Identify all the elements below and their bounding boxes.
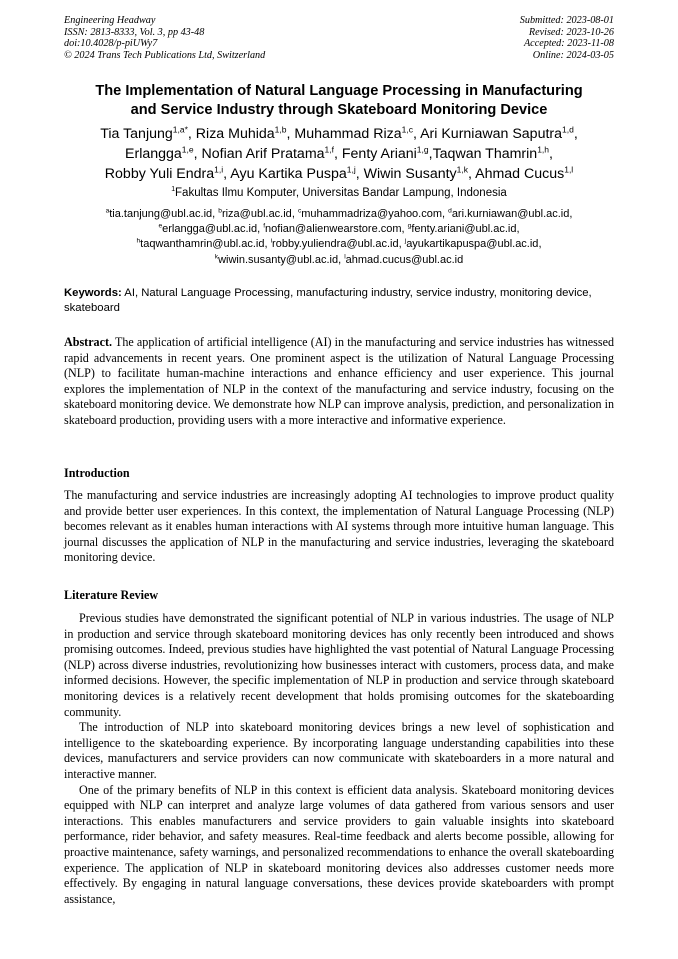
author-name: Ayu Kartika Puspa [230, 166, 347, 182]
author-affiliation-marker: 1,e [181, 144, 194, 155]
introduction-text: The manufacturing and service industries are increasingly adopting AI technologies to improve product quality and provide better user experiences. In this context, the implementation of Natural Language Processing (NLP) becomes relevant as it enables human interactions with AI systems through more intuitive human language. This journal discusses the application of NLP in the manufacturing and service industries, leveraging the skateboard monitoring device. [64, 488, 614, 565]
revised-date: Revised: 2023-10-26 [528, 26, 614, 38]
email-marker: c [297, 207, 302, 215]
submitted-date: Submitted: 2023-08-01 [519, 15, 614, 26]
author-separator: , [193, 146, 202, 162]
email-address: fenty.ariani@ubl.ac.id [411, 223, 517, 236]
keywords-text: AI, Natural Language Processing, manufacturing industry, service industry, monitoring device, skateboard [64, 287, 592, 314]
title-line-1: The Implementation of Natural Language Processing in Manufacturing [95, 83, 583, 99]
email-address: ari.kurniawan@ubl.ac.id [451, 208, 570, 220]
author-separator: , [355, 166, 364, 182]
email-line [30, 222, 648, 237]
email-marker: g [407, 222, 412, 230]
email-address: tia.tanjung@ubl.ac.id [109, 208, 213, 220]
author-affiliation-marker: 1,l [564, 164, 574, 175]
keywords [64, 286, 614, 316]
affiliation [30, 186, 648, 200]
email-separator: , [569, 208, 573, 220]
author-name: Taqwan Thamrin [432, 146, 538, 162]
author-separator: , [286, 126, 295, 142]
abstract-text: The application of artificial intelligence (AI) in the manufacturing and service industries has witnessed rapid advancements in recent years. One prominent aspect is the utilization of Natural Language Processing (NLP) to facilitate human-machine interactions and enhance efficiency and user experience. This journal explores the implementation of NLP in the context of the manufacturing and service industry, focusing on the skateboard monitoring device. We demonstrate how NLP can improve analysis, prediction, and personalization in skateboard production, providing users with a more interactive and informative experience. [64, 335, 614, 427]
doi-line: doi:10.4028/p-piUWy7 [64, 38, 158, 50]
author-affiliation-marker: 1,i [214, 164, 224, 175]
email-line [30, 253, 648, 268]
author-separator: , [333, 146, 342, 162]
email-marker: b [218, 207, 222, 215]
author-separator: , [428, 146, 433, 162]
author-affiliation-marker: 1,c [401, 124, 413, 135]
email-address: wiwin.susanty@ubl.ac.id [218, 253, 339, 266]
email-marker: d [448, 207, 452, 215]
abstract [64, 335, 614, 429]
literature-paragraph: Previous studies have demonstrated the significant potential of NLP in various industries. The usage of NLP in production and service through skateboard monitoring devices has only recently been introduced and shows promising outcomes. Indeed, previous studies have highlighted the vast potential of Natural Language Processing (NLP) across diverse industries, revolutionizing how businesses interact with customers, process data, and make informed decisions. However, the specific implementation of NLP in production and service through skateboard monitoring devices is a relatively recent development that holds promising outcomes for the skateboarding community. [64, 611, 614, 719]
email-address: nofian@alienwearstore.com [265, 223, 402, 236]
email-address: ahmad.cucus@ubl.ac.id [345, 253, 464, 266]
email-marker: a [105, 207, 110, 215]
literature-paragraph: The introduction of NLP into skateboard monitoring devices brings a new level of sophistication and intelligence to the skateboarding experience. By incorporating language understanding capabilities into these devices, manufacturers and service providers can now communicate with skateboarders in a more natural and interactive manner. [64, 720, 614, 781]
email-separator: , [398, 238, 405, 251]
author-name: Robby Yuli Endra [104, 166, 215, 182]
email-marker: h [136, 237, 141, 245]
author-separator: , [412, 126, 421, 142]
author-name: Nofian Arif Pratama [201, 146, 325, 162]
abstract-label: Abstract. [64, 335, 113, 349]
author-separator: , [223, 166, 231, 182]
email-separator: , [291, 208, 298, 220]
issn-line: ISSN: 2813-8333, Vol. 3, pp 43-48 [64, 26, 205, 38]
author-name: Ahmad Cucus [475, 166, 565, 182]
author-affiliation-marker: 1,d [562, 124, 574, 135]
email-list [30, 207, 648, 268]
author-affiliation-marker: 1,g [416, 144, 429, 155]
email-marker: i [270, 237, 273, 245]
author-separator: , [573, 126, 578, 142]
email-address: erlangga@ubl.ac.id [162, 223, 258, 236]
submission-dates [520, 15, 614, 61]
keywords-label: Keywords: [64, 287, 122, 299]
email-separator: , [442, 208, 449, 220]
email-separator: , [257, 223, 264, 236]
copyright-line: © 2024 Trans Tech Publications Ltd, Switzerland [64, 49, 266, 61]
accepted-date: Accepted: 2023-11-08 [523, 38, 614, 50]
author-name: Erlangga [125, 146, 182, 162]
email-separator: , [516, 223, 520, 236]
affiliation-text: Fakultas Ilmu Komputer, Universitas Bandar Lampung, Indonesia [175, 187, 507, 199]
email-address: taqwanthamrin@ubl.ac.id [140, 238, 265, 251]
author-affiliation-marker: 1,a* [172, 124, 188, 135]
email-address: robby.yuliendra@ubl.ac.id [272, 238, 399, 251]
author-affiliation-marker: 1,k [456, 164, 468, 175]
literature-review-text [64, 611, 614, 907]
author-name: Fenty Ariani [341, 146, 417, 162]
author-affiliation-marker: 1,b [274, 124, 287, 135]
email-separator: , [401, 223, 408, 236]
email-marker: k [214, 252, 219, 260]
email-address: riza@ubl.ac.id [221, 208, 292, 220]
email-marker: l [344, 252, 346, 260]
email-separator: , [338, 253, 345, 266]
author-affiliation-marker: 1,h [537, 144, 550, 155]
literature-paragraph: One of the primary benefits of NLP in this context is efficient data analysis. Skateboard monitoring devices equipped with NLP can interpret and analyze large volumes of data gathered from various sensors and user interactions. This enables manufacturers and service providers to gain valuable insights into skateboard performance, rider behavior, and safety measures. Real-time feedback and alerts become possible, allowing for proactive maintenance, safety warnings, and personalized recommendations to enhance the overall skateboarding experience. The application of NLP in skateboard monitoring devices also addresses customer needs more effectively. By engaging in natural language conversations, these devices provide skateboarders with prompt assistance, [64, 782, 614, 906]
email-marker: f [263, 222, 266, 230]
email-separator: , [212, 208, 219, 220]
author-separator: , [549, 146, 553, 162]
email-line [30, 207, 648, 222]
email-line [30, 237, 648, 252]
author-name: Muhammad Riza [294, 126, 402, 142]
author-name: Tia Tanjung [100, 126, 173, 142]
author-separator: , [187, 126, 196, 142]
online-date: Online: 2024-03-05 [532, 49, 614, 61]
email-address: ayukartikapuspa@ubl.ac.id [406, 238, 539, 251]
author-name: Wiwin Susanty [363, 166, 457, 182]
author-affiliation-marker: 1,j [346, 164, 356, 175]
author-affiliation-marker: 1,f [324, 144, 334, 155]
paper-title [40, 82, 638, 120]
author-name: Riza Muhida [195, 126, 275, 142]
email-marker: j [404, 237, 407, 245]
affiliation-marker: 1 [171, 186, 176, 194]
author-separator: , [468, 166, 476, 182]
introduction-heading: Introduction [64, 466, 130, 480]
title-line-2: and Service Industry through Skateboard Monitoring Device [130, 102, 548, 118]
email-marker: e [158, 222, 163, 230]
journal-name: Engineering Headway [64, 15, 156, 26]
email-separator: , [264, 238, 271, 251]
author-list [30, 124, 648, 184]
author-name: Ari Kurniawan Saputra [420, 126, 563, 142]
literature-review-heading: Literature Review [64, 588, 159, 602]
email-address: muhammadriza@yahoo.com [301, 208, 443, 220]
email-separator: , [538, 238, 542, 251]
journal-info [64, 15, 265, 61]
